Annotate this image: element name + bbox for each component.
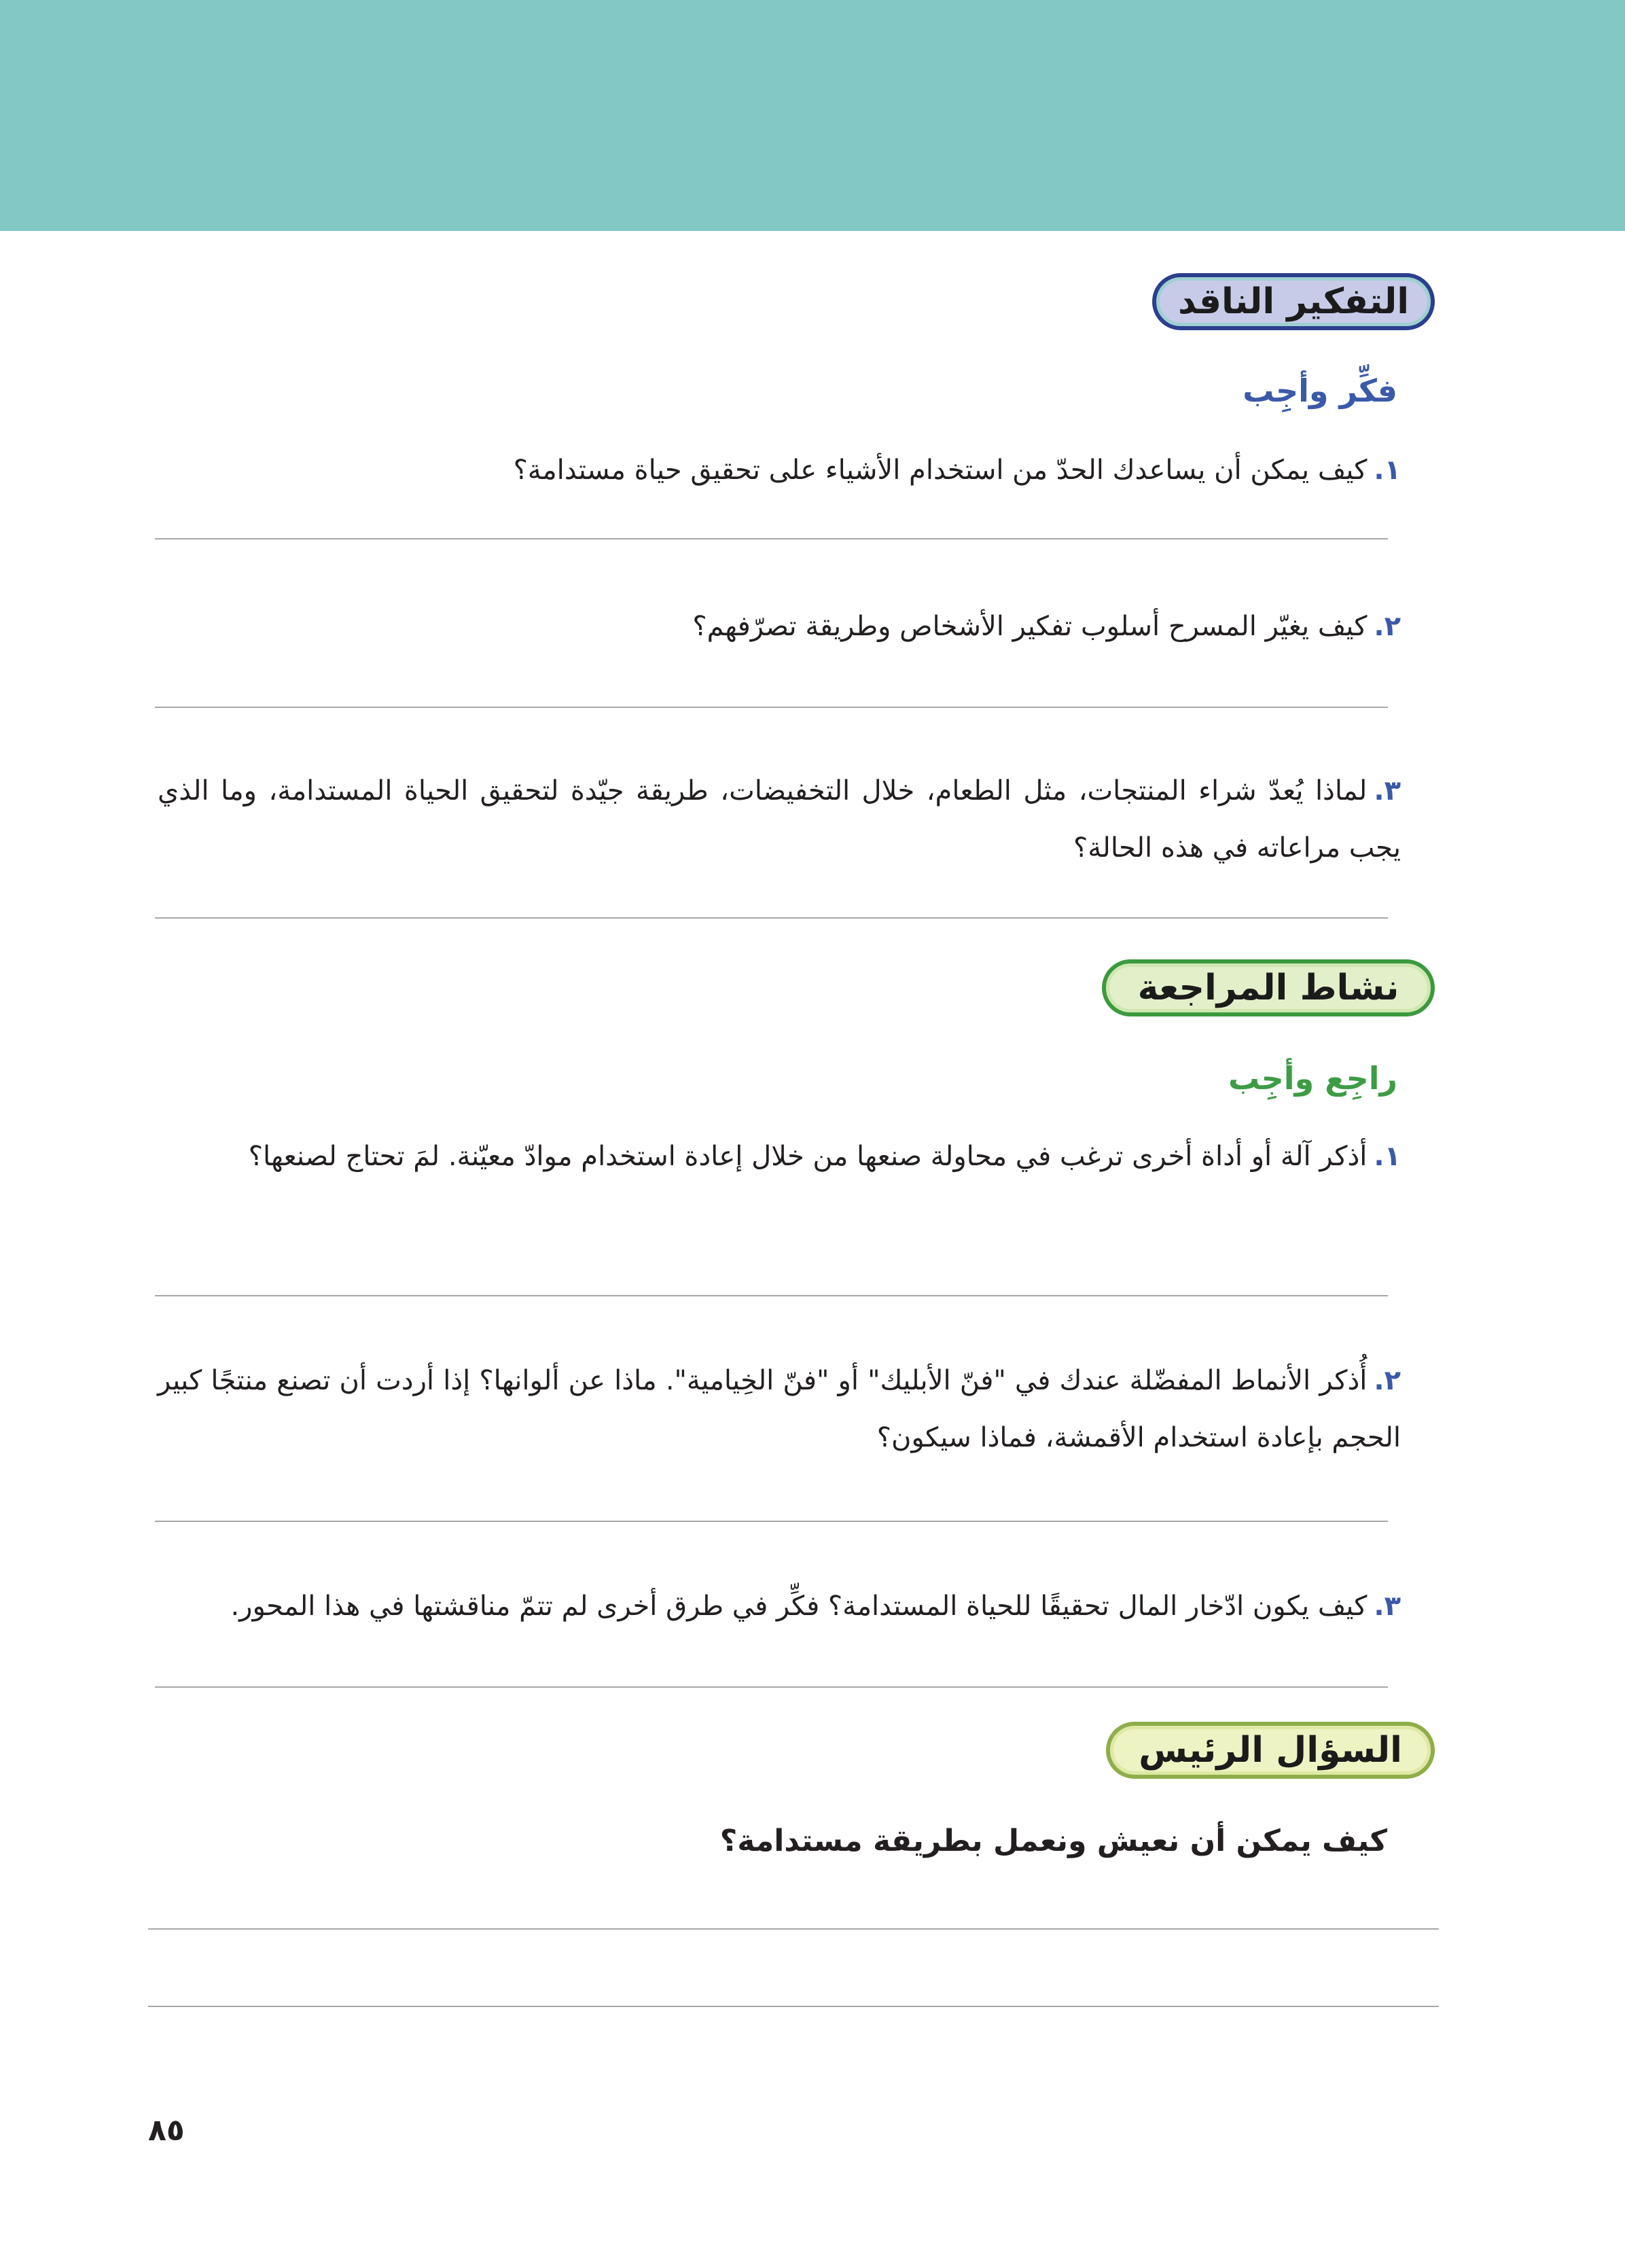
answer-line[interactable]: [148, 2006, 1439, 2007]
question-text: أُذكر الأنماط المفضّلة عندك في "فنّ الأبليك" أو "فنّ الخِيامية". ماذا عن ألوانها؟ إذا أردت أن تصنع منتجًا كبير الحجم بإعادة استخدام الأقمشة، فماذا سيكون؟: [158, 1365, 1401, 1453]
question-text: كيف يغيّر المسرح أسلوب تفكير الأشخاص وطريقة تصرّفهم؟: [692, 611, 1368, 642]
main-question-text: كيف يمكن أن نعيش ونعمل بطريقة مستدامة؟: [719, 1824, 1387, 1858]
question-number: ٢.: [1374, 1365, 1401, 1396]
review-activity-badge: [1102, 959, 1435, 1016]
critical-question-3: [158, 762, 1401, 876]
answer-line[interactable]: [155, 1521, 1388, 1522]
review-activity-title: نشاط المراجعة: [1137, 968, 1399, 1008]
think-and-answer-heading: فكِّر وأجِب: [1243, 372, 1397, 409]
review-question-1: [158, 1128, 1401, 1185]
question-text: كيف يكون ادّخار المال تحقيقًا للحياة المستدامة؟ فكِّر في طرق أخرى لم تتمّ مناقشتها في هذا المحور.: [230, 1591, 1368, 1622]
answer-line[interactable]: [155, 707, 1388, 708]
critical-question-1: [158, 442, 1401, 499]
question-number: ١.: [1374, 455, 1401, 486]
answer-line[interactable]: [155, 1686, 1388, 1688]
critical-thinking-title: التفكير الناقد: [1177, 281, 1410, 322]
answer-line[interactable]: [155, 1295, 1388, 1296]
review-question-3: [158, 1578, 1401, 1635]
main-question-badge: [1106, 1722, 1435, 1779]
review-question-2: [158, 1352, 1401, 1466]
page-number: ٨٥: [148, 2113, 185, 2148]
critical-question-2: [158, 598, 1401, 655]
header-color-band: [0, 0, 1625, 231]
main-question-title: السؤال الرئيس: [1139, 1730, 1402, 1771]
question-number: ٣.: [1374, 775, 1401, 807]
answer-line[interactable]: [155, 917, 1388, 919]
answer-line[interactable]: [155, 538, 1388, 539]
question-text: أذكر آلة أو أداة أخرى ترغب في محاولة صنعها من خلال إعادة استخدام موادّ معيّنة. لمَ تحتاج لصنعها؟: [248, 1141, 1368, 1172]
question-number: ٢.: [1374, 611, 1401, 642]
question-text: لماذا يُعدّ شراء المنتجات، مثل الطعام، خلال التخفيضات، طريقة جيّدة لتحقيق الحياة المستدامة، وما الذي يجب مراعاته في هذه الحالة؟: [158, 775, 1401, 864]
critical-thinking-badge: [1152, 273, 1435, 330]
review-and-answer-heading: راجِع وأجِب: [1228, 1060, 1397, 1097]
question-text: كيف يمكن أن يساعدك الحدّ من استخدام الأشياء على تحقيق حياة مستدامة؟: [513, 455, 1368, 486]
question-number: ١.: [1374, 1141, 1401, 1172]
answer-line[interactable]: [148, 1928, 1439, 1930]
question-number: ٣.: [1374, 1591, 1401, 1622]
